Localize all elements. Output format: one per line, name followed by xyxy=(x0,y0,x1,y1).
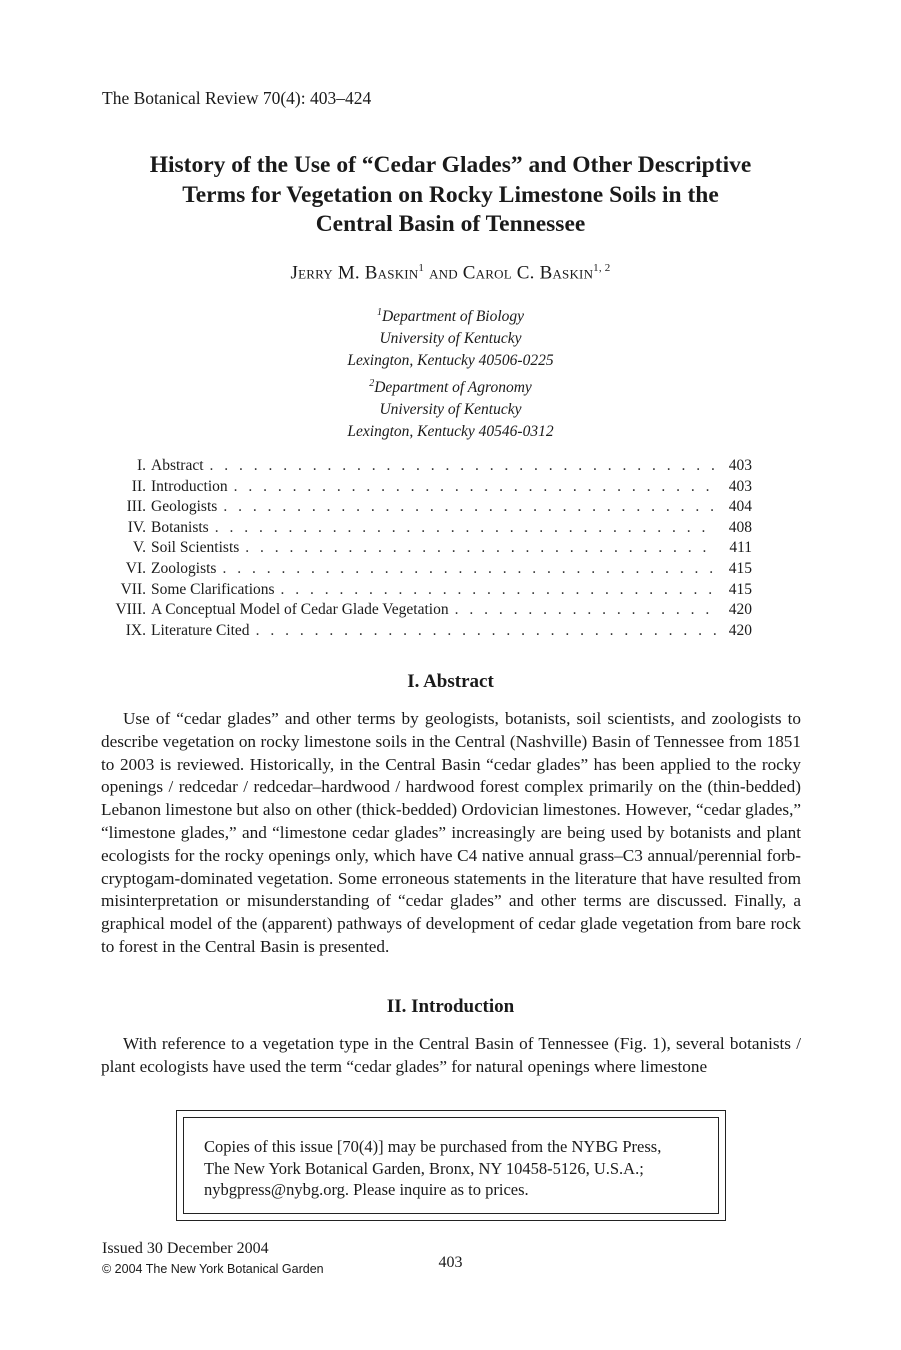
title-line-3: Central Basin of Tennessee xyxy=(315,211,586,237)
toc-entry-title: Geologists xyxy=(151,498,218,516)
toc-entry-number: III. xyxy=(126,498,146,516)
toc-entry-page: 420 xyxy=(728,621,752,639)
toc-entry[interactable] xyxy=(100,498,752,519)
toc-entry[interactable] xyxy=(100,622,752,643)
toc-entry[interactable] xyxy=(100,539,752,560)
toc-entry-number: I. xyxy=(136,457,146,474)
purchase-notice-inner xyxy=(183,1117,719,1214)
author-1-name: Jerry M. Baskin xyxy=(290,262,419,284)
toc-entry-title: Introduction xyxy=(151,477,228,495)
toc-leader-dots xyxy=(256,622,716,640)
toc-leader-dots xyxy=(281,581,716,599)
toc-leader-dots xyxy=(234,478,716,496)
toc-entry-title: Botanists xyxy=(151,518,209,536)
journal-citation: The Botanical Review 70(4): 403–424 xyxy=(102,88,372,108)
toc-entry-page: 415 xyxy=(728,580,752,598)
page-number: 403 xyxy=(438,1254,463,1271)
author-1-affiliation-mark: 1 xyxy=(418,262,425,274)
toc-entry-title: A Conceptual Model of Cedar Glade Vegetation xyxy=(151,601,449,619)
toc-entry-page: 408 xyxy=(728,518,752,536)
toc-entry-page: 420 xyxy=(728,601,752,619)
abstract-heading: I. Abstract xyxy=(407,671,494,692)
issue-date: Issued 30 December 2004 xyxy=(102,1240,269,1257)
toc-leader-dots xyxy=(455,601,716,619)
toc-entry[interactable] xyxy=(100,560,752,581)
toc-entry-number: VI. xyxy=(125,559,146,577)
toc-entry-number: II. xyxy=(131,477,146,495)
affiliation-1 xyxy=(0,302,901,372)
notice-line-1: Copies of this issue [70(4)] may be purchased from the NYBG Press, xyxy=(204,1137,662,1156)
toc-entry-title: Literature Cited xyxy=(151,621,250,639)
toc-entry-number: VII. xyxy=(120,580,146,598)
toc-leader-dots xyxy=(210,457,716,475)
abstract-text: Use of “cedar glades” and other terms by geologists, botanists, soil scientists, and zoologists to describe vegetation on rocky limestone soils in the Central (Nashville) Basin of Tennessee from 1851 to 2003 is reviewed. Historically, in the Central Basin “cedar glades” has been applied to the rocky openings / redcedar / redcedar–hardwood / hardwood forest complex primarily on the (thin-bedded) Lebanon limestone but also on other (thick-bedded) Ordovician limestones. However, “cedar glades,” “limestone glades,” and “limestone cedar glades” increasingly are being used by botanists and plant ecologists for the rocky openings only, which have C4 native annual grass–C3 annual/perennial forb-cryptogam-dominated vegetation. Some erroneous statements in the literature that have resulted from misinterpretation or misunderstanding of “cedar glades” and other terms are discussed. Finally, a graphical model of the (apparent) pathways of development of cedar glade vegetation from bare rock to forest in the Central Basin is presented. xyxy=(101,709,801,956)
table-of-contents xyxy=(100,457,752,642)
abstract-paragraph xyxy=(101,708,801,959)
title-line-1: History of the Use of “Cedar Glades” and Other Descriptive xyxy=(149,152,752,178)
toc-leader-dots xyxy=(223,498,716,516)
affiliation-2-dept: Department of Agronomy xyxy=(374,379,532,397)
affiliation-2 xyxy=(0,373,901,443)
notice-line-2: The New York Botanical Garden, Bronx, NY 10458-5126, U.S.A.; xyxy=(204,1158,644,1178)
copyright-notice: © 2004 The New York Botanical Garden xyxy=(102,1262,324,1276)
toc-entry-page: 403 xyxy=(728,477,752,495)
toc-entry-number: IX. xyxy=(125,621,146,639)
affiliation-1-address: Lexington, Kentucky 40506-0225 xyxy=(347,352,554,370)
author-line xyxy=(0,262,901,284)
toc-entry-page: 403 xyxy=(728,457,752,474)
notice-line-3: nybgpress@nybg.org. Please inquire as to prices. xyxy=(204,1180,529,1199)
toc-entry-number: V. xyxy=(132,539,146,557)
toc-entry[interactable] xyxy=(100,581,752,602)
toc-entry-number: IV. xyxy=(127,518,146,536)
toc-entry[interactable] xyxy=(100,478,752,499)
toc-entry-number: VIII. xyxy=(115,601,146,619)
affiliation-2-university: University of Kentucky xyxy=(379,401,522,419)
author-2-affiliation-mark: 1, 2 xyxy=(593,262,611,274)
introduction-heading: II. Introduction xyxy=(386,996,515,1017)
toc-entry[interactable] xyxy=(100,601,752,622)
article-title xyxy=(90,151,811,240)
affiliation-1-university: University of Kentucky xyxy=(379,330,522,348)
author-2-name: Carol C. Baskin xyxy=(462,262,594,284)
affiliation-1-mark: 1 xyxy=(376,307,382,318)
affiliation-2-mark: 2 xyxy=(369,378,375,389)
introduction-paragraph xyxy=(101,1033,801,1079)
toc-entry[interactable] xyxy=(100,519,752,540)
toc-entry-title: Abstract xyxy=(151,457,204,474)
toc-leader-dots xyxy=(215,519,716,537)
toc-entry[interactable] xyxy=(100,457,752,478)
toc-entry-title: Zoologists xyxy=(151,559,217,577)
toc-entry-page: 415 xyxy=(728,559,752,577)
purchase-notice-box xyxy=(176,1110,726,1221)
affiliation-2-address: Lexington, Kentucky 40546-0312 xyxy=(347,423,554,441)
title-line-2: Terms for Vegetation on Rocky Limestone Soils in the xyxy=(182,181,719,208)
toc-entry-page: 411 xyxy=(729,539,752,557)
affiliation-1-dept: Department of Biology xyxy=(381,308,525,326)
toc-leader-dots xyxy=(222,560,716,578)
introduction-text: With reference to a vegetation type in the Central Basin of Tennessee (Fig. 1), several botanists / plant ecologists have used the term “cedar glades” for natural openings where limestone xyxy=(101,1034,801,1076)
toc-entry-title: Some Clarifications xyxy=(151,580,275,598)
toc-entry-page: 404 xyxy=(728,498,752,516)
author-connector: and xyxy=(429,262,458,284)
toc-leader-dots xyxy=(245,539,716,557)
toc-entry-title: Soil Scientists xyxy=(151,539,240,557)
